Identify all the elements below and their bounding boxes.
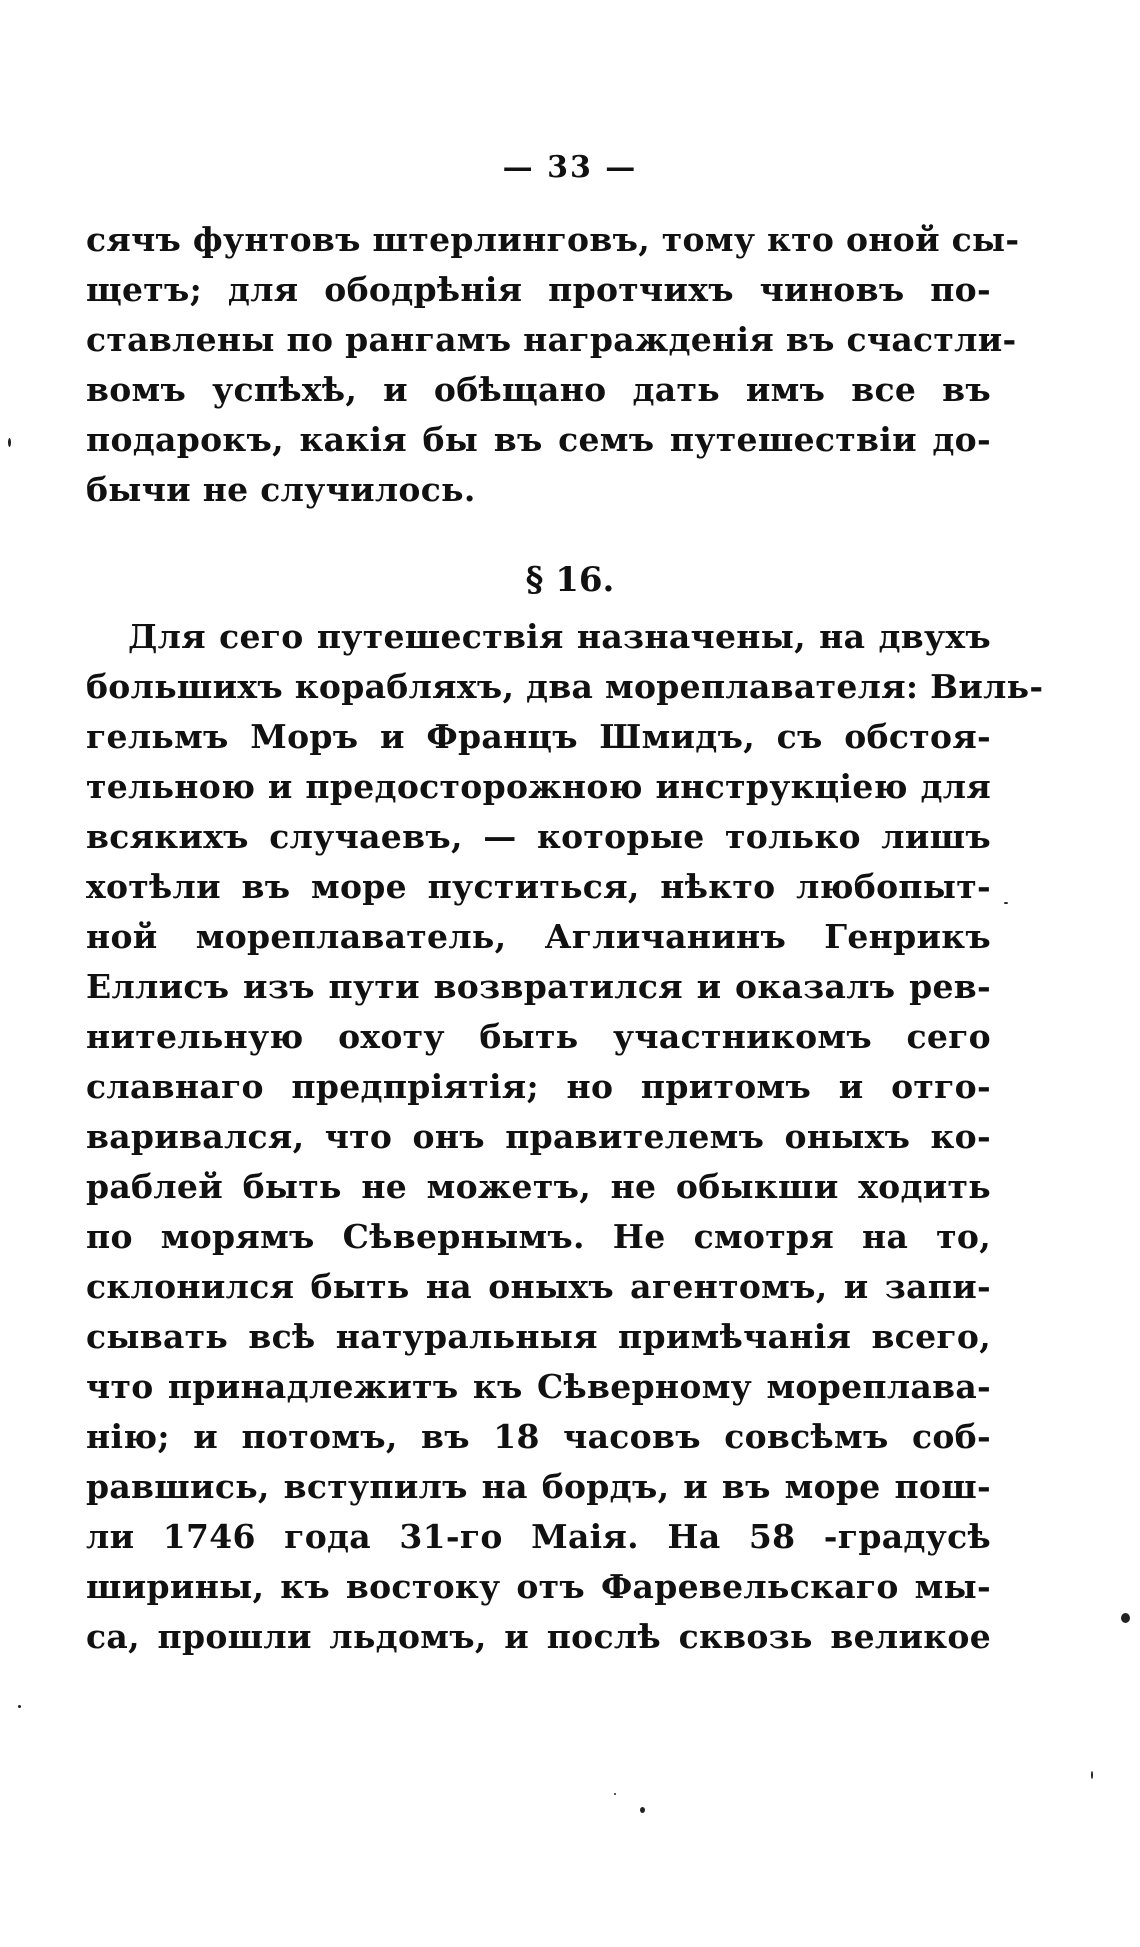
paragraph-section-16	[86, 612, 1044, 1662]
text-line: ширины, къ востоку отъ Фаревельскаго мы-	[86, 1567, 991, 1606]
scan-speck	[614, 1793, 616, 1795]
text-line: ли 1746 года 31-го Маія. На 58 -градусѣ	[86, 1517, 991, 1556]
text-line: щетъ; для ободрѣнія протчихъ чиновъ по-	[86, 270, 991, 309]
text-line: по морямъ Сѣвернымъ. Не смотря на то,	[86, 1217, 991, 1256]
text-line: славнаго предпріятія; но притомъ и отго-	[86, 1067, 991, 1106]
scan-speck	[18, 1705, 21, 1708]
scan-speck	[640, 1807, 645, 1813]
paragraph-continuation	[86, 215, 1020, 515]
text-line: сывать всѣ натуральныя примѣчанія всего,	[86, 1317, 991, 1356]
text-line: вомъ успѣхѣ, и обѣщано дать имъ все въ	[86, 370, 991, 409]
text-line: ставлены по рангамъ награжденія въ счастли-	[86, 320, 1017, 359]
text-line: нительную охоту быть участникомъ сего	[86, 1017, 991, 1056]
scan-speck	[1121, 1613, 1130, 1623]
text-line: что принадлежитъ къ Сѣверному мореплава-	[86, 1367, 991, 1406]
text-line: раблей быть не можетъ, не обыкши ходить	[86, 1167, 991, 1206]
text-line: са, прошли льдомъ, и послѣ сквозь великое	[86, 1617, 991, 1656]
text-line: хотѣли въ море пуститься, нѣкто любопыт-	[86, 867, 991, 906]
text-line: бычи не случилось.	[86, 470, 476, 509]
text-line: Для сего путешествія назначены, на двухъ	[128, 617, 991, 656]
text-line: варивался, что онъ правителемъ оныхъ ко-	[86, 1117, 991, 1156]
scan-speck	[1091, 1771, 1093, 1779]
text-line: равшись, вступилъ на бордъ, и въ море пош-	[86, 1467, 991, 1506]
section-heading: § 16.	[525, 560, 615, 600]
text-line: гельмъ Моръ и Францъ Шмидъ, съ обстоя-	[86, 717, 991, 756]
text-line: всякихъ случаевъ, — которые только лишъ	[86, 817, 991, 856]
text-line: склонился быть на оныхъ агентомъ, и запи-	[86, 1267, 991, 1306]
scan-speck	[1004, 902, 1008, 904]
page-number: — 33 —	[502, 150, 638, 185]
text-line: подарокъ, какія бы въ семъ путешествіи до-	[86, 420, 991, 459]
scan-speck	[8, 438, 11, 447]
text-line: большихъ корабляхъ, два мореплавателя: Виль-	[86, 667, 1044, 706]
text-line: Еллисъ изъ пути возвратился и оказалъ рев-	[86, 967, 991, 1006]
text-line: нію; и потомъ, въ 18 часовъ совсѣмъ соб-	[86, 1417, 991, 1456]
text-line: ной мореплаватель, Агличанинъ Генрикъ	[86, 917, 991, 956]
text-line: тельною и предосторожною инструкціею для	[86, 767, 991, 806]
text-line: сячъ фунтовъ штерлинговъ, тому кто оной сы-	[86, 220, 1020, 259]
